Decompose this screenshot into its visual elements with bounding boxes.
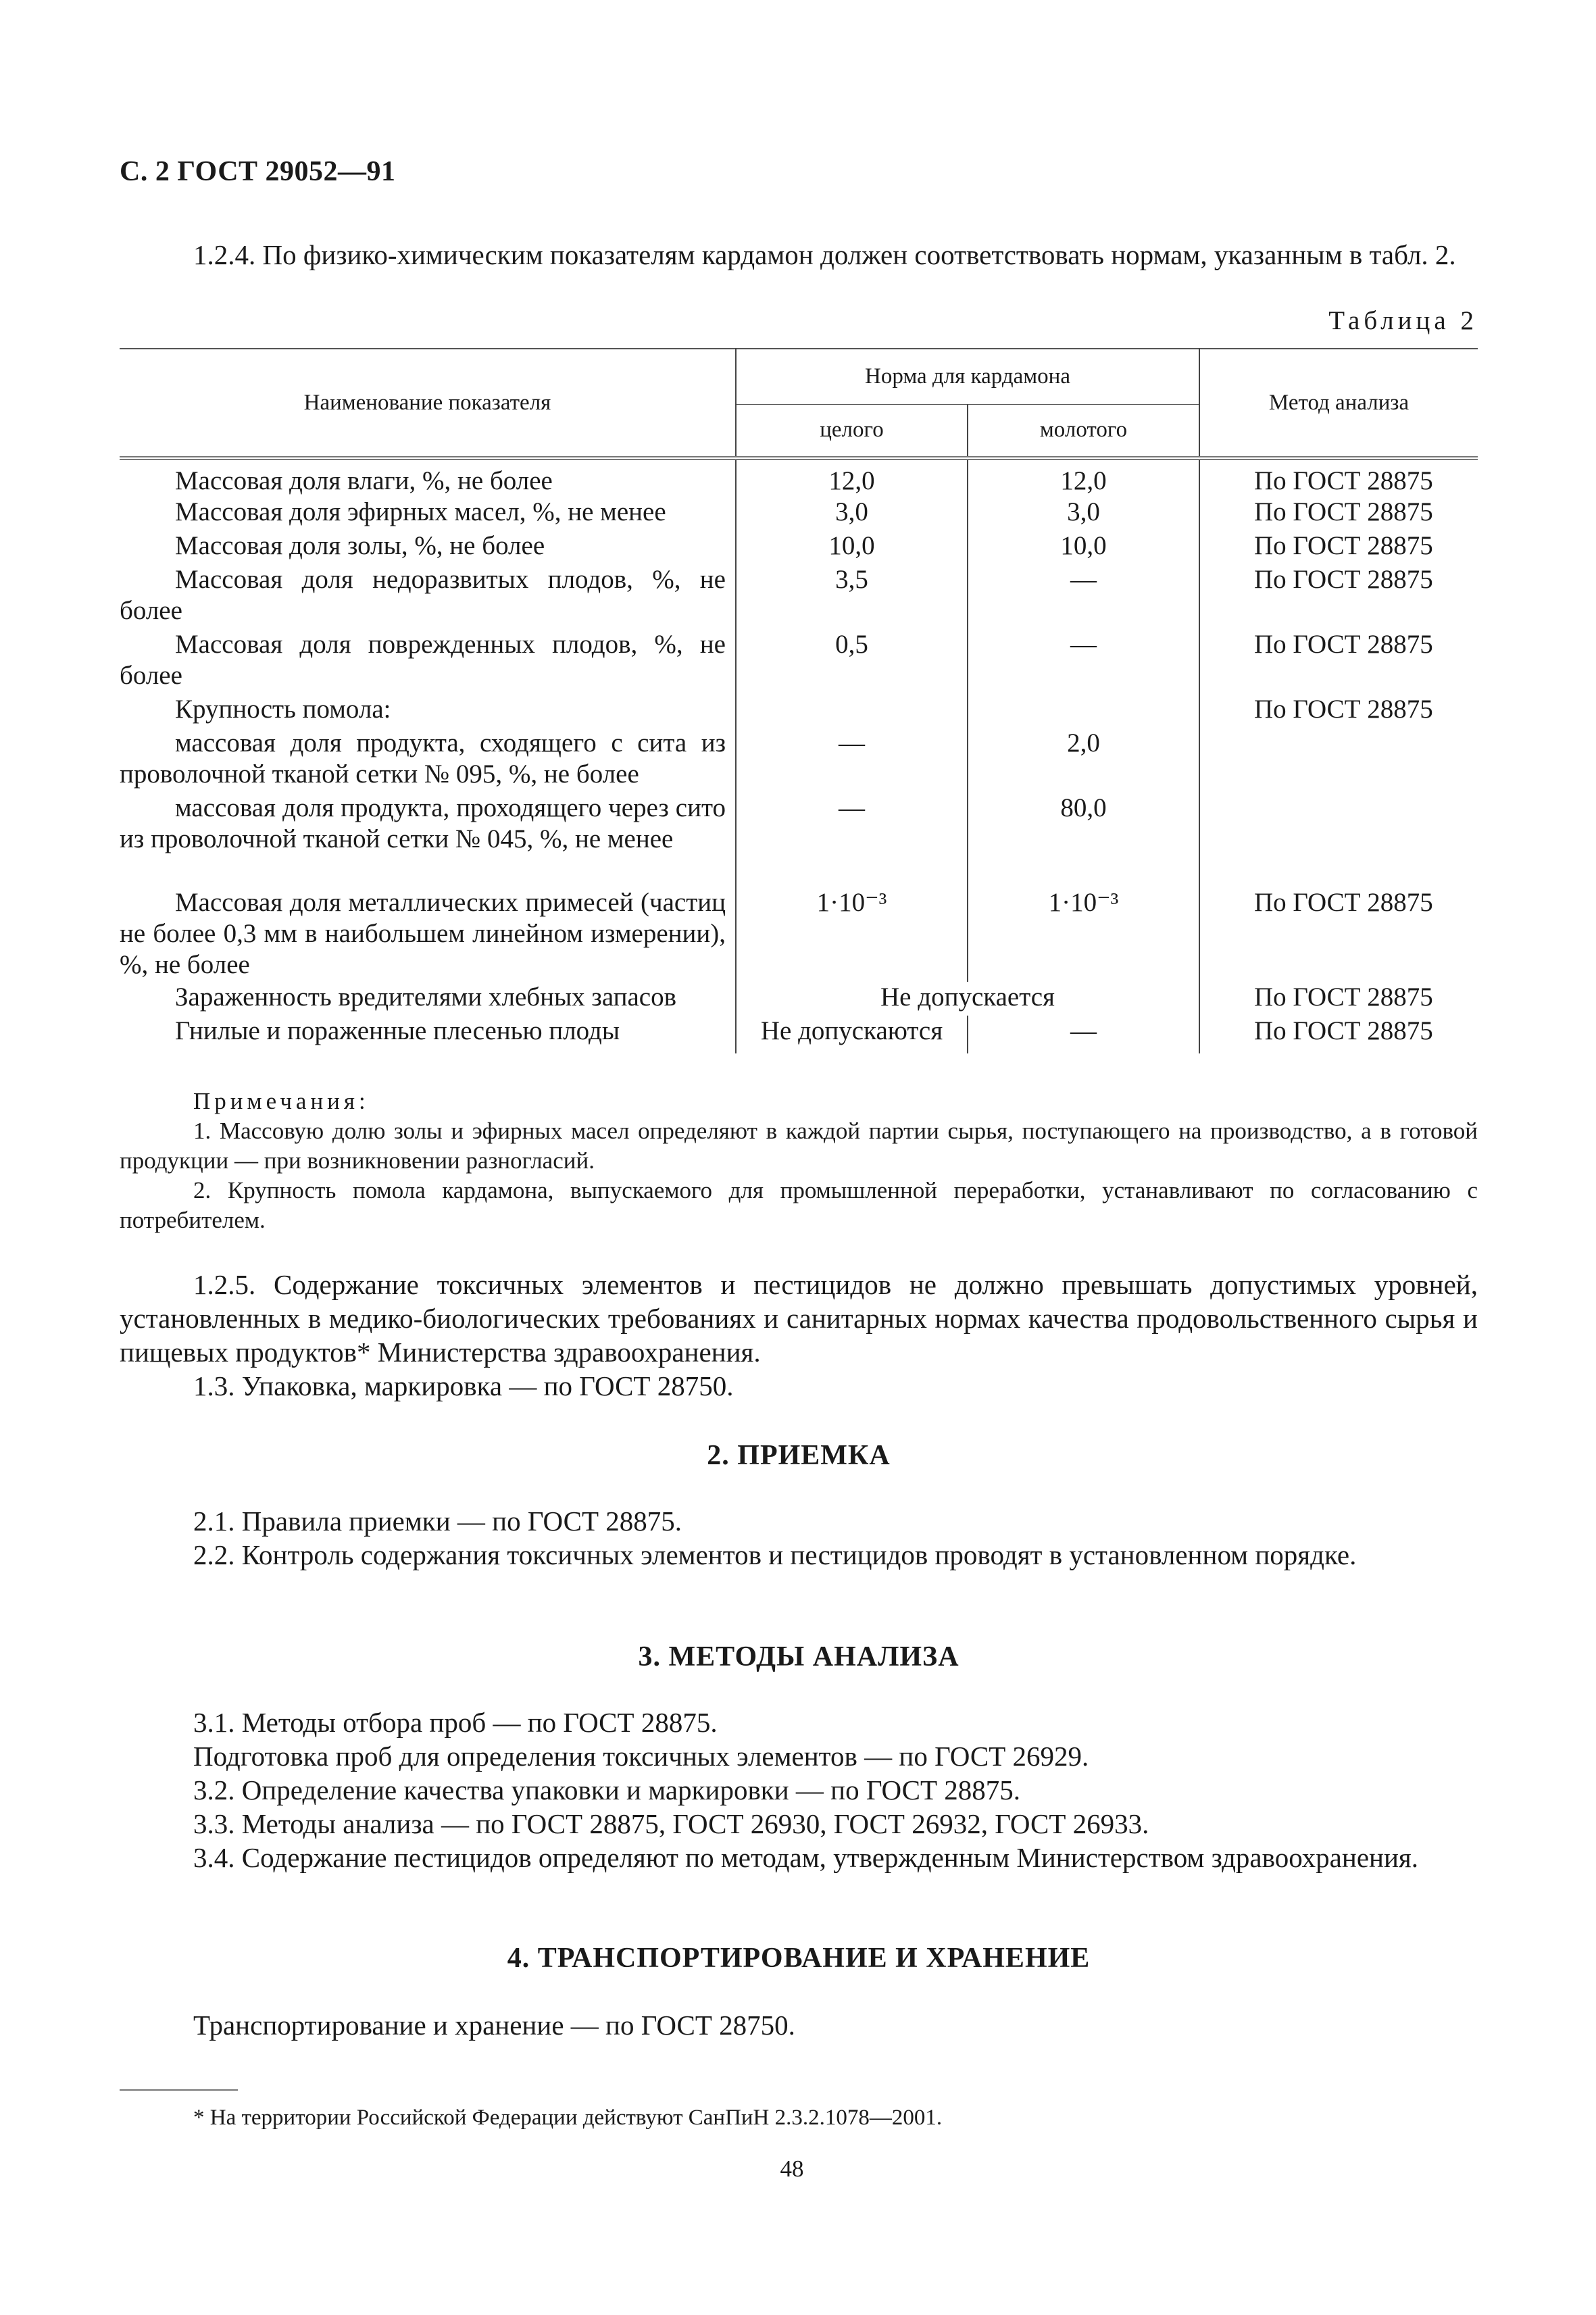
paragraph-1-2-4: 1.2.4. По физико-химическим показателям кардамон должен соответствовать нормам, указанным в табл. 2. xyxy=(193,239,1456,270)
paragraph-2-2: 2.2. Контроль содержания токсичных элементов и пестицидов проводят в установленном порядке. xyxy=(193,1539,1357,1570)
row-method: По ГОСТ 28875 xyxy=(1199,982,1478,1016)
paragraph-3-1: 3.1. Методы отбора проб — по ГОСТ 28875. xyxy=(193,1707,718,1738)
row-whole: 3,5 xyxy=(736,564,968,629)
row-method: По ГОСТ 28875 xyxy=(1199,458,1478,497)
page-number: 48 xyxy=(780,2156,804,2182)
row-whole: 0,5 xyxy=(736,629,968,694)
row-whole: 1·10⁻³ xyxy=(736,887,968,982)
row-method: По ГОСТ 28875 xyxy=(1199,629,1478,694)
paragraph-4: Транспортирование и хранение — по ГОСТ 28750. xyxy=(193,2010,795,2041)
row-name: Массовая доля эфирных масел, %, не менее xyxy=(175,497,666,526)
indicators-table xyxy=(120,348,1478,1053)
row-merged-norm: Не допускается xyxy=(736,982,1199,1016)
table-row xyxy=(120,887,1478,982)
col-ground-header: молотого xyxy=(968,404,1199,458)
paragraph-1-3: 1.3. Упаковка, маркировка — по ГОСТ 28750. xyxy=(193,1370,734,1401)
table-row xyxy=(120,629,1478,694)
row-ground: 10,0 xyxy=(968,530,1199,564)
row-whole: — xyxy=(736,728,968,793)
row-method xyxy=(1199,728,1478,793)
row-ground: — xyxy=(968,1016,1199,1053)
row-method: По ГОСТ 28875 xyxy=(1199,564,1478,629)
table-row xyxy=(120,530,1478,564)
row-method xyxy=(1199,793,1478,887)
section-2-title: 2. ПРИЕМКА xyxy=(707,1440,891,1471)
note-1: 1. Массовую долю золы и эфирных масел определяют в каждой партии сырья, поступающего на производство, а в готовой продукции — при возникновении разногласий. xyxy=(120,1118,1478,1174)
row-name: Массовая доля золы, %, не более xyxy=(175,531,545,560)
row-name: Массовая доля влаги, %, не более xyxy=(175,466,553,495)
row-name: Массовая доля поврежденных плодов, %, не более xyxy=(120,630,726,690)
row-ground: 12,0 xyxy=(968,458,1199,497)
paragraph-2-1: 2.1. Правила приемки — по ГОСТ 28875. xyxy=(193,1505,682,1537)
table-caption: Таблица 2 xyxy=(1328,306,1478,335)
paragraph-3-3: 3.3. Методы анализа — по ГОСТ 28875, ГОСТ 26930, ГОСТ 26932, ГОСТ 26933. xyxy=(193,1808,1149,1839)
row-whole: 3,0 xyxy=(736,497,968,530)
row-name: Гнилые и пораженные плесенью плоды xyxy=(175,1016,620,1045)
paragraph-3-1-sample-prep: Подготовка проб для определения токсичных элементов — по ГОСТ 26929. xyxy=(193,1741,1089,1772)
paragraph-1-2-5: 1.2.5. Содержание токсичных элементов и пестицидов не должно превышать допустимых уровней, установленных в медико-биологических требованиях и санитарных нормах качества продовольственного сырья и пищевых продуктов* Министерства здравоохранения. xyxy=(120,1269,1478,1368)
row-whole: Не допускаются xyxy=(736,1016,968,1053)
row-name: Крупность помола: xyxy=(175,695,391,724)
row-whole: 12,0 xyxy=(736,458,968,497)
notes-title: Примечания: xyxy=(193,1088,370,1114)
row-ground: 3,0 xyxy=(968,497,1199,530)
row-ground: 80,0 xyxy=(968,793,1199,887)
section-4-title: 4. ТРАНСПОРТИРОВАНИЕ И ХРАНЕНИЕ xyxy=(507,1943,1091,1974)
table-row xyxy=(120,1016,1478,1053)
footnote-separator xyxy=(120,2089,238,2091)
section-3-title: 3. МЕТОДЫ АНАЛИЗА xyxy=(638,1641,959,1672)
row-name: Зараженность вредителями хлебных запасов xyxy=(175,982,677,1012)
row-whole: — xyxy=(736,793,968,887)
table-row xyxy=(120,728,1478,793)
row-whole: 10,0 xyxy=(736,530,968,564)
col-method-header: Метод анализа xyxy=(1199,349,1478,458)
row-method: По ГОСТ 28875 xyxy=(1199,887,1478,982)
row-name: Массовая доля недоразвитых плодов, %, не более xyxy=(120,565,726,625)
row-name: Массовая доля металлических примесей (частиц не более 0,3 мм в наибольшем линейном измерении), %, не более xyxy=(120,888,726,979)
row-method: По ГОСТ 28875 xyxy=(1199,530,1478,564)
row-whole xyxy=(736,694,968,728)
row-ground: 1·10⁻³ xyxy=(968,887,1199,982)
col-name-header: Наименование показателя xyxy=(120,349,736,458)
table-row xyxy=(120,793,1478,887)
row-ground: 2,0 xyxy=(968,728,1199,793)
row-method: По ГОСТ 28875 xyxy=(1199,497,1478,530)
table-row xyxy=(120,458,1478,497)
col-norm-header: Норма для кардамона xyxy=(736,349,1199,404)
table-row xyxy=(120,982,1478,1016)
paragraph-3-4: 3.4. Содержание пестицидов определяют по методам, утвержденным Министерством здравоохранения. xyxy=(193,1842,1419,1873)
paragraph-3-2: 3.2. Определение качества упаковки и маркировки — по ГОСТ 28875. xyxy=(193,1774,1021,1806)
row-ground: — xyxy=(968,629,1199,694)
row-ground xyxy=(968,694,1199,728)
col-whole-header: целого xyxy=(736,404,968,458)
row-name: массовая доля продукта, проходящего через сито из проволочной тканой сетки № 045, %, не менее xyxy=(120,793,726,853)
row-method: По ГОСТ 28875 xyxy=(1199,694,1478,728)
row-method: По ГОСТ 28875 xyxy=(1199,1016,1478,1053)
note-2: 2. Крупность помола кардамона, выпускаемого для промышленной переработки, устанавливают по согласованию с потребителем. xyxy=(120,1177,1478,1233)
table-row xyxy=(120,564,1478,629)
footnote: * На территории Российской Федерации действуют СанПиН 2.3.2.1078—2001. xyxy=(193,2106,943,2130)
row-ground: — xyxy=(968,564,1199,629)
table-row xyxy=(120,497,1478,530)
table-notes xyxy=(120,1087,1478,1235)
table-row xyxy=(120,694,1478,728)
row-name: массовая доля продукта, сходящего с сита из проволочной тканой сетки № 095, %, не более xyxy=(120,728,726,789)
page-header: С. 2 ГОСТ 29052—91 xyxy=(120,156,396,187)
